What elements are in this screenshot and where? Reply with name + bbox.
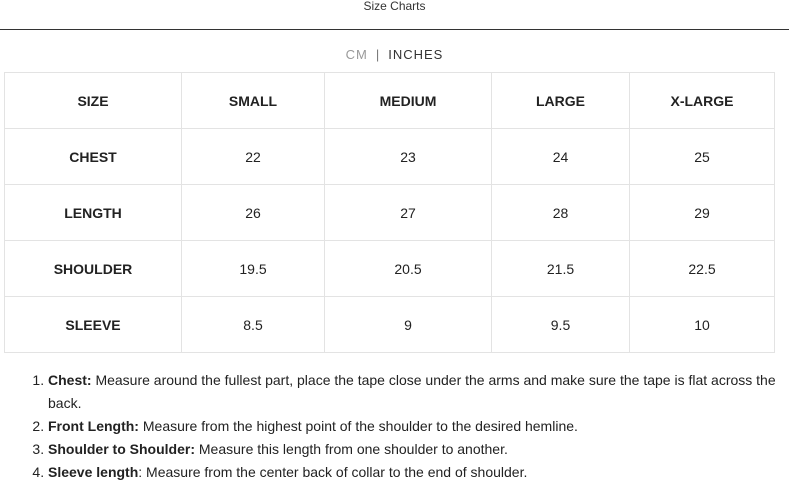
table-cell: 29 bbox=[630, 185, 775, 241]
measurement-notes bbox=[28, 369, 788, 484]
note-text: Measure around the fullest part, place the tape close under the arms and make sure the tape is flat across the back. bbox=[48, 372, 776, 411]
unit-cm-tab[interactable]: CM bbox=[345, 47, 368, 62]
note-text: Measure this length from one shoulder to another. bbox=[195, 441, 508, 457]
table-cell: 9 bbox=[325, 297, 492, 353]
title-bar bbox=[0, 0, 789, 30]
column-header: X-LARGE bbox=[630, 73, 775, 129]
table-cell: 9.5 bbox=[492, 297, 630, 353]
size-chart-table bbox=[4, 72, 775, 353]
table-row bbox=[5, 185, 775, 241]
column-header: SIZE bbox=[5, 73, 182, 129]
column-header: LARGE bbox=[492, 73, 630, 129]
table-cell: 28 bbox=[492, 185, 630, 241]
note-term: Shoulder to Shoulder: bbox=[48, 441, 195, 457]
note-term: Front Length: bbox=[48, 418, 139, 434]
table-cell: 8.5 bbox=[182, 297, 325, 353]
list-item bbox=[48, 369, 788, 415]
table-row bbox=[5, 129, 775, 185]
page-title: Size Charts bbox=[363, 0, 426, 13]
table-cell: 21.5 bbox=[492, 241, 630, 297]
unit-separator: | bbox=[375, 47, 381, 62]
table-cell: 20.5 bbox=[325, 241, 492, 297]
list-item bbox=[48, 415, 788, 438]
note-term: Sleeve length bbox=[48, 464, 139, 480]
table-cell: 19.5 bbox=[182, 241, 325, 297]
table-cell: 10 bbox=[630, 297, 775, 353]
table-cell: 26 bbox=[182, 185, 325, 241]
column-header: MEDIUM bbox=[325, 73, 492, 129]
row-label: SLEEVE bbox=[5, 297, 182, 353]
table-cell: 27 bbox=[325, 185, 492, 241]
unit-toggle bbox=[0, 47, 789, 63]
table-cell: 23 bbox=[325, 129, 492, 185]
note-text: Measure from the highest point of the shoulder to the desired hemline. bbox=[138, 418, 578, 434]
note-term: Chest: bbox=[48, 372, 92, 388]
row-label: SHOULDER bbox=[5, 241, 182, 297]
table-row bbox=[5, 297, 775, 353]
list-item bbox=[48, 461, 788, 484]
table-row bbox=[5, 241, 775, 297]
table-cell: 25 bbox=[630, 129, 775, 185]
row-label: LENGTH bbox=[5, 185, 182, 241]
table-cell: 22.5 bbox=[630, 241, 775, 297]
list-item bbox=[48, 438, 788, 461]
table-header-row bbox=[5, 73, 775, 129]
unit-inches-tab[interactable]: INCHES bbox=[388, 47, 444, 62]
table-cell: 22 bbox=[182, 129, 325, 185]
column-header: SMALL bbox=[182, 73, 325, 129]
table-cell: 24 bbox=[492, 129, 630, 185]
note-text: : Measure from the center back of collar to the end of shoulder. bbox=[138, 464, 528, 480]
row-label: CHEST bbox=[5, 129, 182, 185]
